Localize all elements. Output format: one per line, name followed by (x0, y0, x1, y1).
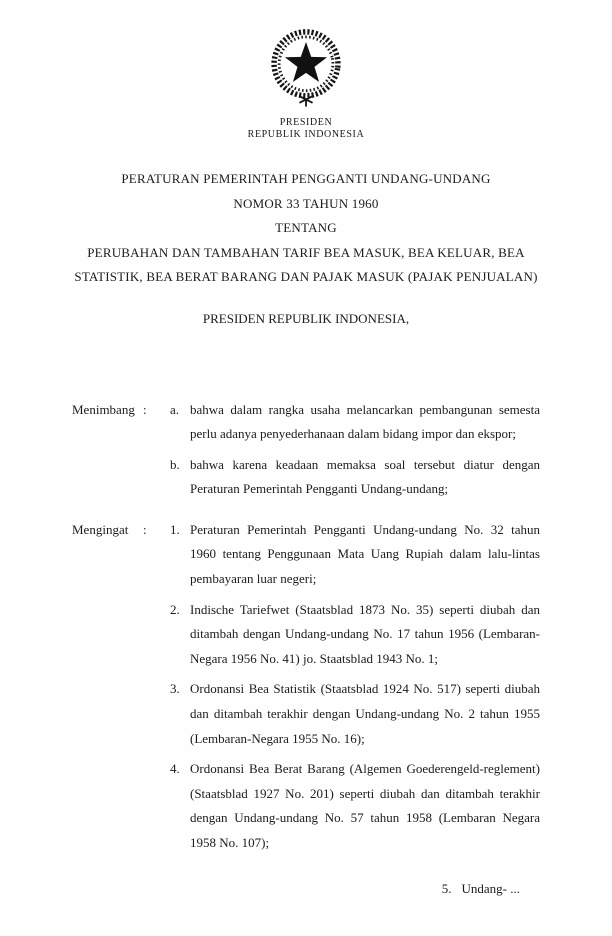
clause-menimbang (72, 398, 540, 502)
title-line-tentang: TENTANG (275, 220, 337, 235)
item-text: Peraturan Pemerintah Pengganti Undang-undang No. 32 tahun 1960 tentang Penggunaan Mata Uang Rupiah dalam lalu-lintas pembayaran luar negeri; (190, 521, 540, 587)
item-marker: 2. (170, 601, 180, 617)
item-marker: 4. (170, 761, 180, 777)
clause-item (170, 598, 540, 672)
letterhead-presiden-label: PRESIDEN (279, 117, 333, 128)
salutation: PRESIDEN REPUBLIK INDONESIA, (202, 310, 410, 326)
clause-label: Mengingat (72, 521, 129, 537)
item-marker: 1. (170, 521, 180, 537)
item-marker: a. (170, 401, 180, 417)
clause-separator: : (143, 521, 147, 537)
clause-item-list (170, 398, 540, 502)
item-marker: 3. (170, 681, 180, 697)
item-marker: b. (170, 456, 180, 472)
clause-item (170, 453, 540, 502)
clause-item (170, 757, 540, 855)
item-text: Ordonansi Bea Statistik (Staatsblad 1924 No. 517) seperti diubah dan ditambah terakhir dengan Undang-undang No. 2 tahun 1955 (Lembaran-Negara 1955 No. 16); (190, 681, 540, 746)
catchword-marker: 5. (441, 880, 452, 896)
title-line-subject-2: STATISTIK, BEA BERAT BARANG DAN PAJAK MASUK (PAJAK PENJUALAN) (74, 269, 538, 284)
item-text: bahwa dalam rangka usaha melancarkan pembangunan semesta perlu adanya penyederhanaan dalam bidang impor dan ekspor; (190, 401, 540, 442)
catchword (72, 877, 540, 901)
clause-item-list (170, 518, 540, 856)
catchword-text: Undang- ... (461, 880, 520, 896)
item-text: Ordonansi Bea Berat Barang (Algemen Goederengeld-reglement) (Staatsblad 1927 No. 201) seperti diubah dan ditambah terakhir dengan Undang-undang No. 57 tahun 1958 (Lembaran Negara 1958 No. 107); (190, 761, 540, 850)
title-line-regulation: PERATURAN PEMERINTAH PENGGANTI UNDANG-UNDANG (121, 171, 491, 186)
title-line-subject-1: PERUBAHAN DAN TAMBAHAN TARIF BEA MASUK, BEA KELUAR, BEA (87, 244, 525, 260)
title-line-number: NOMOR 33 TAHUN 1960 (233, 195, 379, 211)
document-title (72, 167, 540, 290)
clause-item (170, 398, 540, 447)
item-text: Indische Tariefwet (Staatsblad 1873 No. 35) seperti diubah dan ditambah dengan Undang-undang No. 17 tahun 1956 (Lembaran-Negara 1956 No. 41) jo. Staatsblad 1943 No. 1; (190, 601, 540, 666)
letterhead (72, 26, 540, 141)
clause-mengingat (72, 518, 540, 856)
clause-item (170, 518, 540, 592)
item-text: bahwa karena keadaan memaksa soal tersebut diatur dengan Peraturan Pemerintah Pengganti Undang-undang; (190, 456, 540, 497)
clauses-section (72, 398, 540, 856)
letterhead-republik-label: REPUBLIK INDONESIA (247, 129, 365, 140)
clause-separator: : (143, 401, 147, 417)
clause-item (170, 677, 540, 751)
clause-label: Menimbang (72, 401, 135, 417)
star-wreath-emblem-icon (264, 26, 348, 110)
